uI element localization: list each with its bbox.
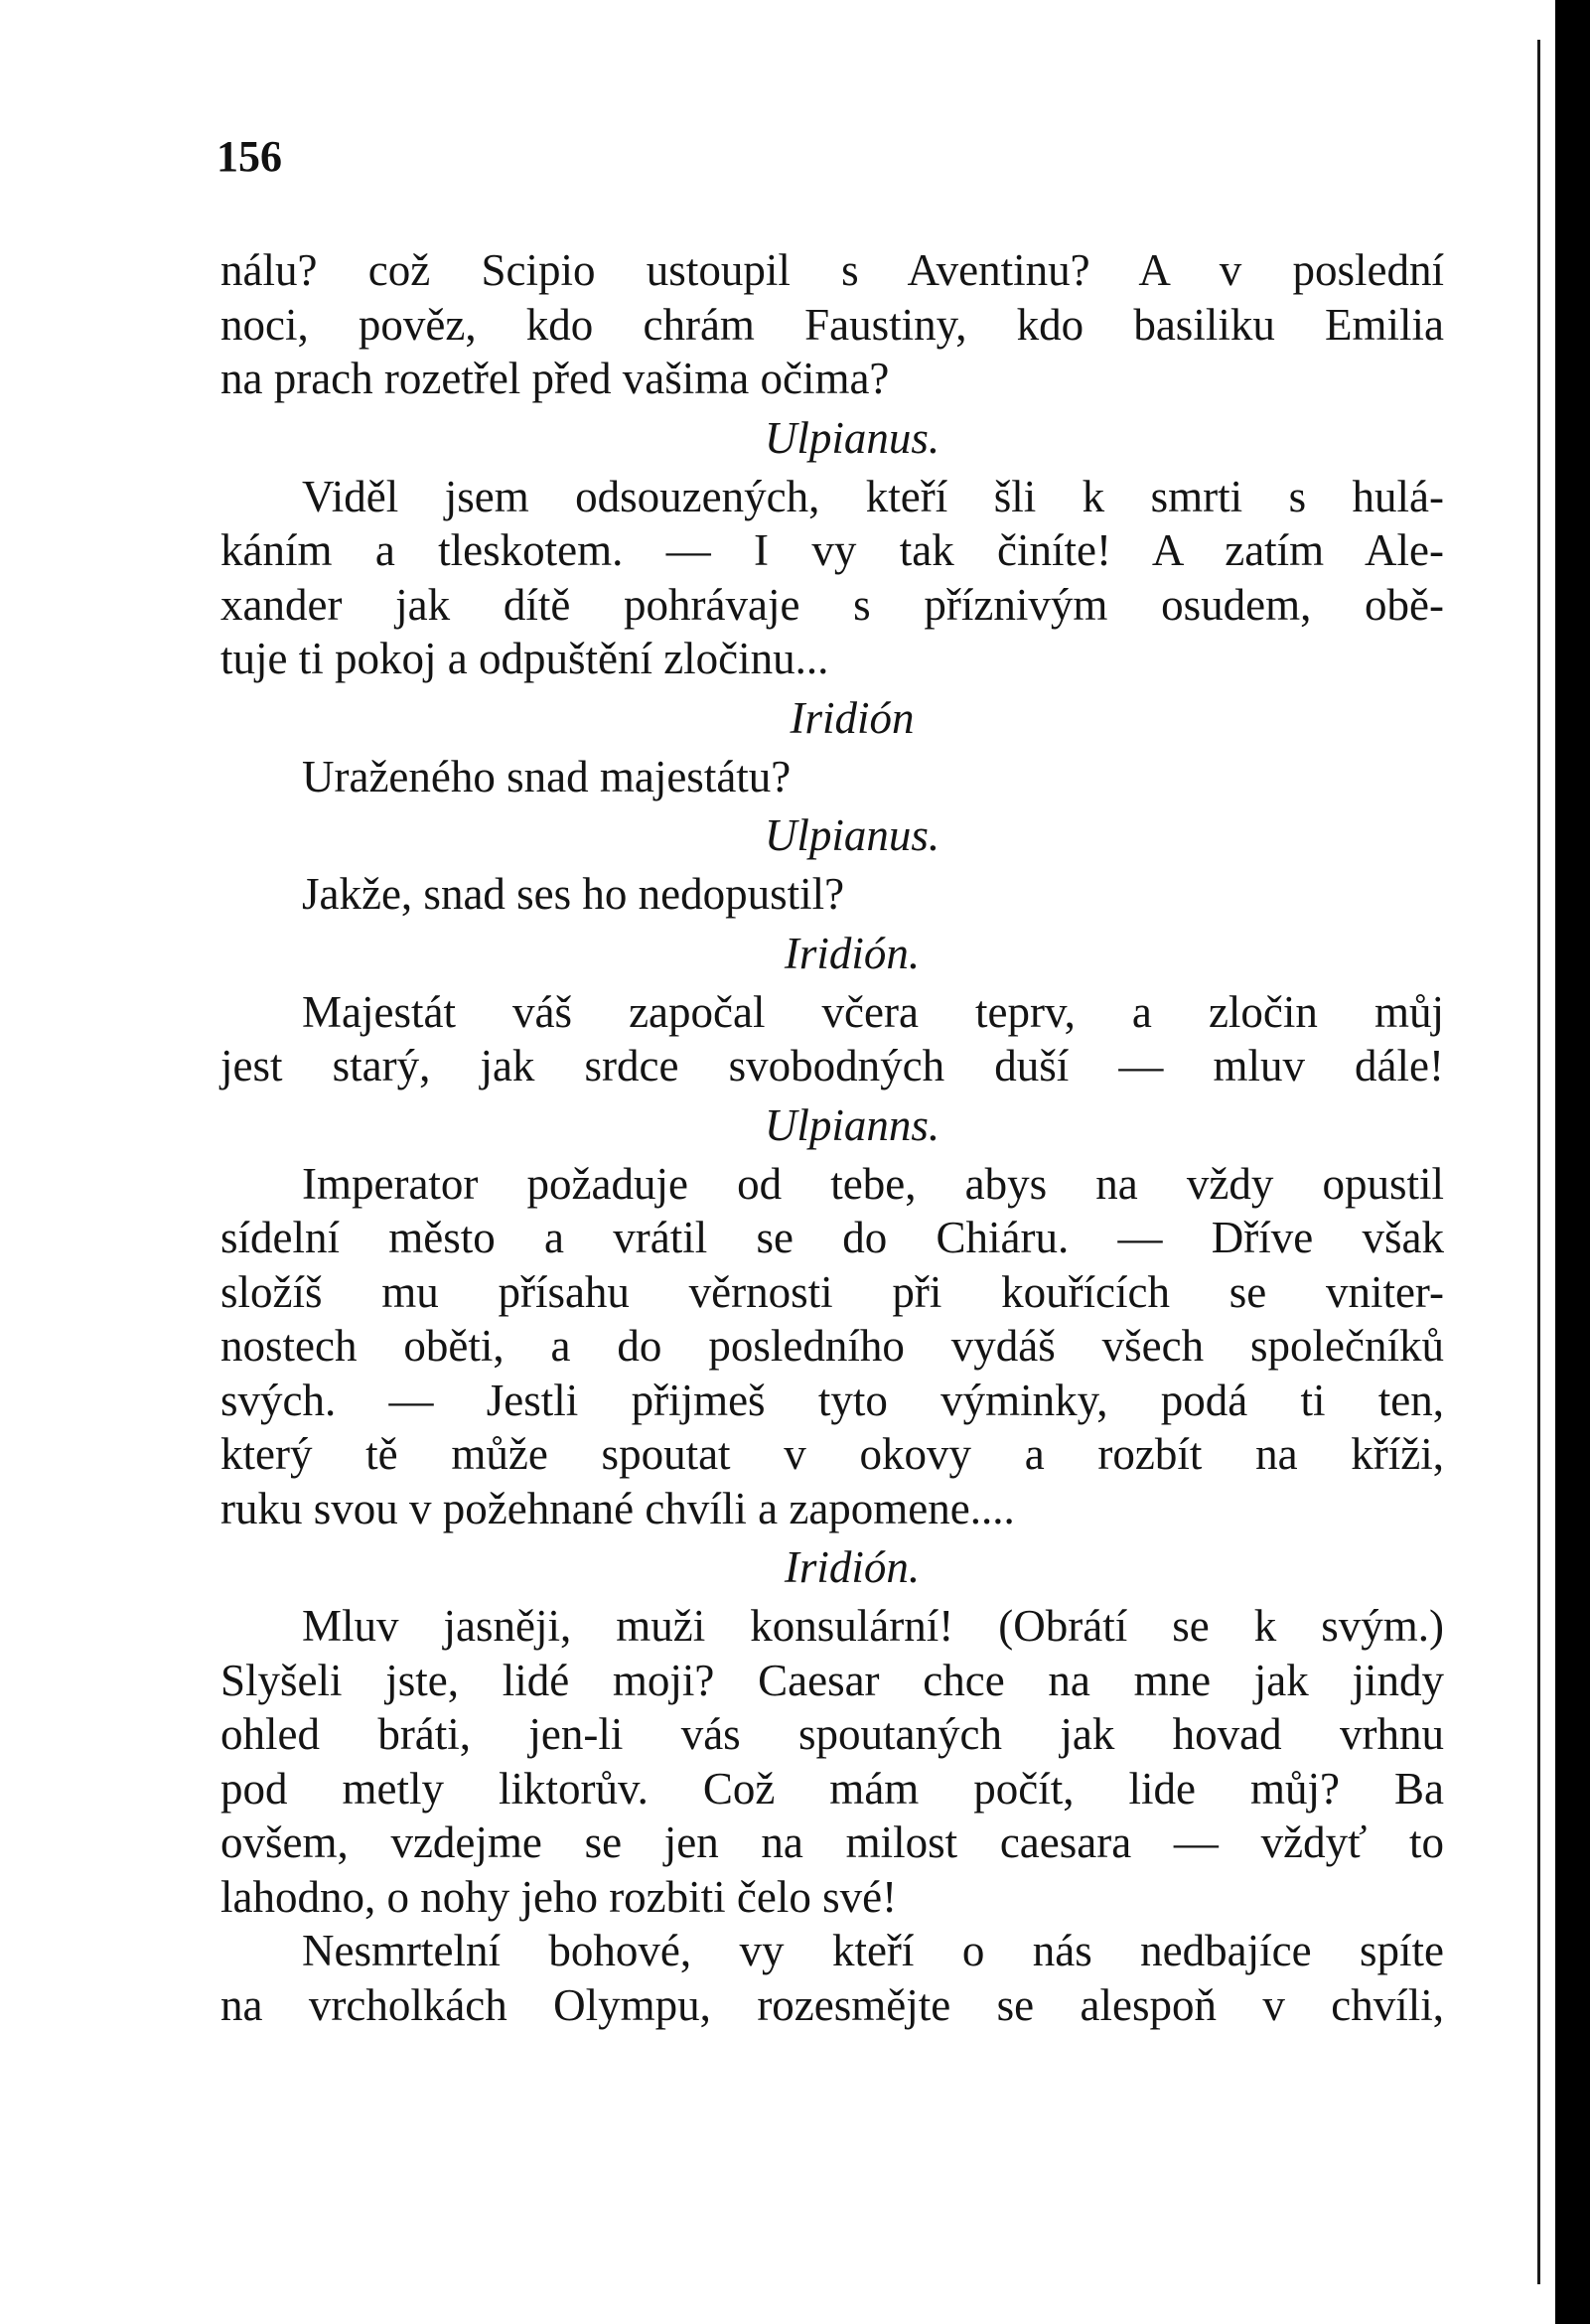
page-text [220, 243, 1444, 2032]
page-number: 156 [217, 132, 282, 181]
speaker-name: Iridión. [784, 928, 921, 978]
speaker-name: Iridión. [784, 1542, 921, 1592]
text-line: Uraženého snad majestátu? [302, 751, 792, 801]
text-line: pod metly liktorův. Což mám počít, lide můj? Ba [220, 1763, 1444, 1814]
text-line: ovšem, vzdejme se jen na milost caesara — vždyť to [220, 1817, 1444, 1867]
text-line: Slyšeli jste, lidé moji? Caesar chce na mne jak jindy [220, 1655, 1444, 1705]
text-line: Majestát váš započal včera teprv, a zločin můj [302, 986, 1444, 1037]
text-line: tuje ti pokoj a odpuštění zločinu... [220, 634, 829, 683]
speaker-name: Ulpianns. [764, 1099, 940, 1150]
text-line: ruku svou v požehnané chvíli a zapomene.... [220, 1483, 1015, 1533]
text-line: káním a tleskotem. — I vy tak činíte! A zatím Ale- [220, 525, 1444, 575]
text-line: nostech oběti, a do posledního vydáš všech společníků [220, 1321, 1444, 1371]
text-line: Nesmrtelní bohové, vy kteří o nás nedbajíce spíte [302, 1926, 1444, 1975]
text-line: ohled bráti, jen-li vás spoutaných jak hovad vrhnu [220, 1709, 1444, 1759]
page-edge-line [1537, 40, 1540, 2284]
text-line: Viděl jsem odsouzených, kteří šli k smrti s hulá- [302, 471, 1444, 521]
speaker-name: Ulpianus. [764, 810, 940, 860]
text-line: svých. — Jestli přijmeš tyto výminky, podá ti ten, [220, 1375, 1444, 1425]
text-line: Jakže, snad ses ho nedopustil? [302, 869, 845, 919]
text-line: Imperator požaduje od tebe, abys na vždy opustil [302, 1158, 1444, 1209]
text-line: xander jak dítě pohrávaje s příznivým osudem, obě- [220, 579, 1444, 630]
text-line: na prach rozetřel před vašima očima? [220, 354, 890, 403]
text-line: který tě může spoutat v okovy a rozbít na kříži, [220, 1429, 1444, 1479]
text-line: sídelní město a vrátil se do Chiáru. — Dříve však [220, 1213, 1444, 1262]
speaker-name: Ulpianus. [764, 412, 940, 463]
text-line: složíš mu přísahu věrnosti při kouřících se vniter- [220, 1266, 1444, 1317]
text-line: jest starý, jak srdce svobodných duší — mluv dále! [220, 1041, 1444, 1090]
text-line: noci, pověz, kdo chrám Faustiny, kdo basiliku Emilia [220, 299, 1444, 350]
text-line: lahodno, o nohy jeho rozbiti čelo své! [220, 1871, 898, 1922]
text-line: Mluv jasněji, muži konsulární! (Obrátí se k svým.) [302, 1601, 1444, 1651]
speaker-name: Iridión [790, 692, 915, 743]
text-line: nálu? což Scipio ustoupil s Aventinu? A v poslední [220, 245, 1444, 295]
text-line: na vrcholkách Olympu, rozesmějte se alespoň v chvíli, [220, 1979, 1444, 2030]
